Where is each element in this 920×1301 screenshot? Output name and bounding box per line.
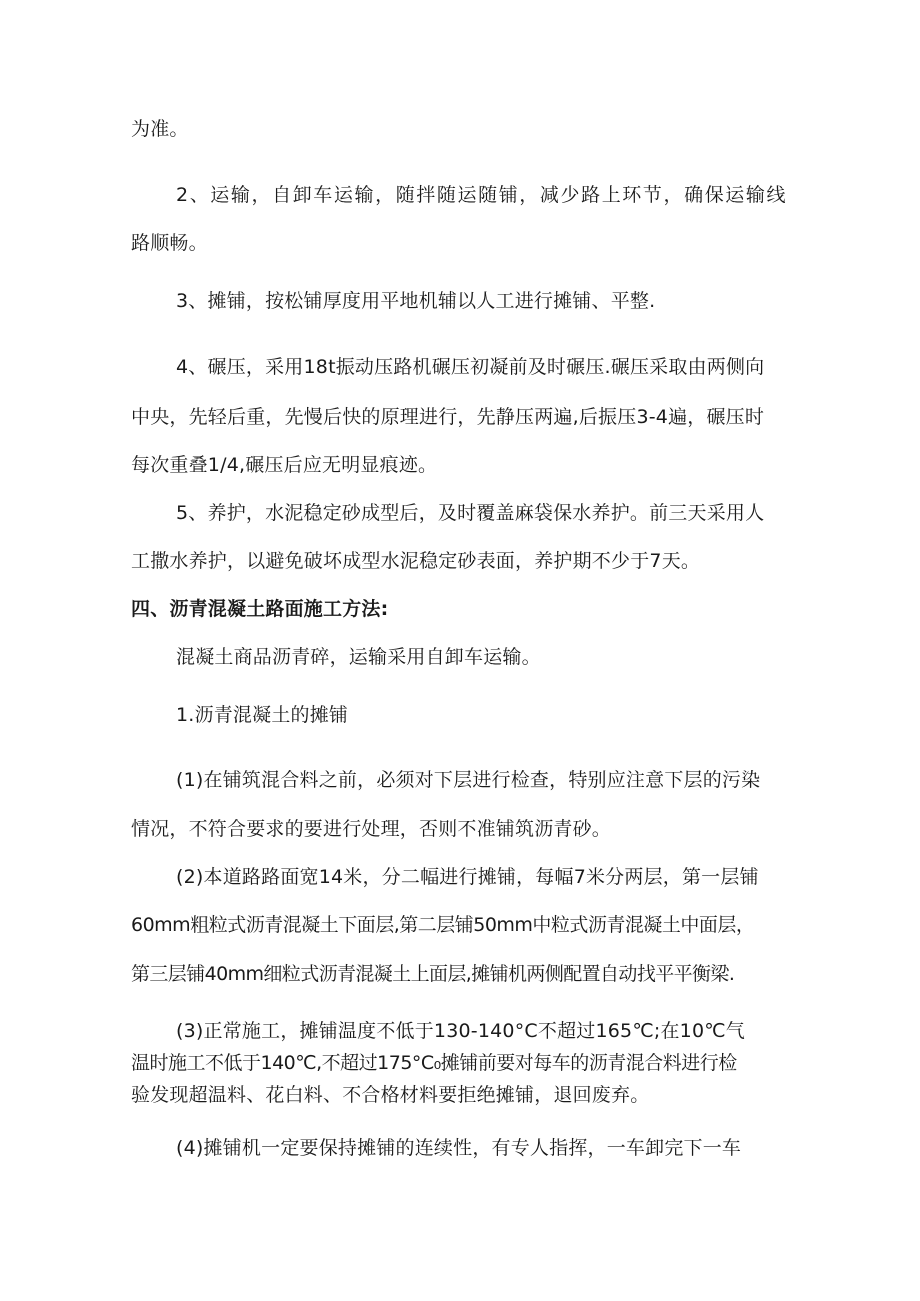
text-line: 路顺畅。 [131, 232, 208, 254]
text-line: 混凝土商品沥青碎，运输采用自卸车运输。 [176, 646, 541, 668]
text-line: 温时施工不低于140℃,不超过175°C₀摊铺前要对每车的沥青混合料进行检 [131, 1052, 737, 1074]
text-line: 第三层铺40mm细粒式沥青混凝土上面层,摊铺机两侧配置自动找平平衡梁. [131, 963, 735, 985]
text-line: 工撒水养护，以避免破坏成型水泥稳定砂表面，养护期不少于7天。 [131, 550, 701, 572]
subsection-heading: 1.沥青混凝土的摊铺 [176, 704, 349, 726]
text-line: (3)正常施工，摊铺温度不低于130-140°C不超过165℃;在10℃气 [176, 1020, 745, 1042]
section-heading: 四、沥青混凝土路面施工方法: [131, 598, 389, 620]
text-line: 2、运输，自卸车运输，随拌随运随铺，减少路上环节，确保运输线 [176, 184, 788, 206]
text-line: 情况，不符合要求的要进行处理，否则不准铺筑沥青砂。 [131, 818, 612, 840]
text-line: 为准。 [131, 118, 189, 140]
text-line: 中央，先轻后重，先慢后快的原理进行，先静压两遍,后振压3-4遍，碾压时 [131, 406, 765, 428]
text-line: (4)摊铺机一定要保持摊铺的连续性，有专人指挥，一车卸完下一车 [176, 1137, 742, 1159]
text-line: (2)本道路路面宽14米，分二幅进行摊铺，每幅7米分两层，第一层铺 [176, 866, 759, 888]
text-line: 3、摊铺，按松铺厚度用平地机辅以人工进行摊铺、平整. [176, 290, 656, 312]
text-line: 5、养护，水泥稳定砂成型后，及时覆盖麻袋保水养护。前三天采用人 [176, 502, 765, 524]
text-line: (1)在铺筑混合料之前，必须对下层进行检查，特别应注意下层的污染 [176, 769, 761, 791]
text-line: 每次重叠1/4,碾压后应无明显痕迹。 [131, 454, 438, 476]
text-line: 60mm粗粒式沥青混凝土下面层,第二层铺50mm中粒式沥青混凝土中面层， [131, 914, 755, 936]
text-line: 4、碾压，采用18t振动压路机碾压初凝前及时碾压.碾压采取由两侧向 [176, 356, 765, 378]
text-line: 验发现超温料、花白料、不合格材料要拒绝摊铺，退回废弃。 [131, 1084, 650, 1106]
